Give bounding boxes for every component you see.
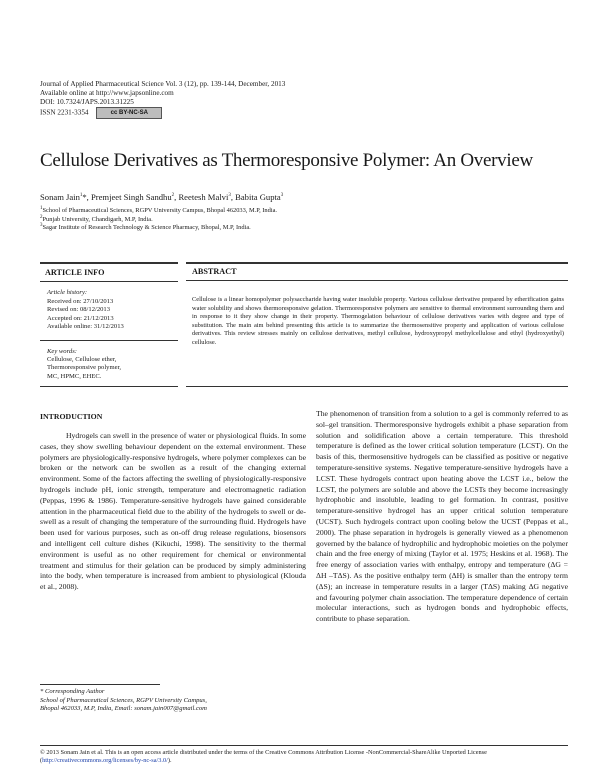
divider <box>186 280 568 281</box>
license-footer: © 2013 Sonam Jain et al. This is an open access article distributed under the terms of the Creative Commons Attribution License -NonCommercial-ShareAlike Unported License (http://creativecommons.org/licenses/by-nc-sa/3.0/). <box>40 749 487 765</box>
divider <box>40 281 178 282</box>
footer-divider <box>40 745 568 746</box>
received-date: Received on: 27/10/2013 <box>47 297 114 305</box>
journal-url[interactable]: Available online at http://www.japsonline.com <box>40 89 174 97</box>
divider <box>40 262 178 264</box>
keywords-line: Thermoresponsive polymer, <box>47 364 122 372</box>
keywords-line: Cellulose, Cellulose ether, <box>47 356 117 364</box>
article-info-heading: ARTICLE INFO <box>45 268 105 277</box>
keywords-label: Key words: <box>47 348 77 355</box>
author-name: Sonam Jain <box>40 192 80 202</box>
affiliation: $^1$School of Pharmaceutical Sciences, RGPV University Campus, Bhopal 462033, M.P, India. <box>40 205 278 214</box>
introduction-heading: INTRODUCTION <box>40 412 103 421</box>
divider <box>40 340 178 341</box>
divider <box>186 262 568 264</box>
journal-citation: Journal of Applied Pharmaceutical Science Vol. 3 (12), pp. 139-144, December, 2013 <box>40 80 286 88</box>
author-name: , Babita Gupta <box>230 192 281 202</box>
divider <box>40 386 178 387</box>
keywords <box>47 348 121 381</box>
online-date: Available online: 31/12/2013 <box>47 323 124 330</box>
license-link[interactable]: http://creativecommons.org/licenses/by-nc-sa/3.0/ <box>42 757 168 765</box>
article-history <box>47 289 124 332</box>
introduction-column-right: The phenomenon of transition from a solution to a gel is commonly referred to as sol–gel transition. Thermoresponsive hydrogels exhibit a phase separation from solution and solidification above a certain temperature. This threshold temperature is defined as the lower critical solution temperature (LCST). On the basis of this, thermosensitive hydrogels can be classified as positive or negative temperature-sensitive systems. Negative temperature-sensitive hydrogels have a LCST. These hydrogels contract upon heating above the LCST i.e., below the LCST, the polymers are soluble and above the LCSTs they become increasingly hydrophobic and insoluble, leading to gel formation. In contrast, positive temperature-sensitive hydrogel has an upper critical solution temperature (UCST). Such hydrogels contract upon cooling below the UCST (Peppas et al., 2000). The phase separation in hydrogels is generally viewed as a phenomenon governed by the balance of hydrophilic and hydrophobic moieties on the polymer chain and the free energy of mixing (Taylor et al. 1975; Heskins et al. 1968). The free energy of association varies with enthalpy, entropy and temperature (ΔG = ΔH –TΔS). As the positive enthalpy term (ΔH) is smaller than the entropy term (ΔS); an increase in temperature results in a larger (TΔS) making ΔG negative and favouring polymer chain association. The temperature dependence of certain molecular interactions, such as hydrogen bonds and hydrophobic effects, contribute to phase separation. <box>316 409 568 624</box>
revised-date: Revised on: 08/12/2013 <box>47 306 111 313</box>
affiliation: $^3$Sagar Institute of Research Technology & Science Pharmacy, Bhopal, M.P, India. <box>40 223 251 232</box>
footnote-divider <box>40 684 160 685</box>
journal-header <box>40 80 285 119</box>
abstract-heading: ABSTRACT <box>192 267 237 276</box>
affiliation: $^2$Punjab University, Chandigarh, M.P, India. <box>40 214 153 223</box>
author-name: Premjeet Singh Sandhu <box>90 192 172 202</box>
corresponding-author <box>40 688 207 714</box>
corresponding-email: Bhopal 462033, M.P, India, Email: sonam.jain007@gmail.com <box>40 705 207 712</box>
corresponding-address: School of Pharmaceutical Sciences, RGPV University Campus, <box>40 696 207 704</box>
divider <box>186 386 568 387</box>
keywords-line: MC, HPMC, EHEC. <box>47 372 102 380</box>
cc-license-icon[interactable]: cc BY-NC-SA <box>96 107 162 119</box>
corresponding-label: * Corresponding Author <box>40 688 105 695</box>
journal-issn-row <box>40 107 285 119</box>
journal-doi[interactable]: DOI: 10.7324/JAPS.2013.31225 <box>40 98 134 106</box>
journal-issn: ISSN 2231-3354 <box>40 108 89 117</box>
history-label: Article history: <box>47 289 88 296</box>
introduction-column-left: Hydrogels can swell in the presence of water or physiological fluids. In some cases, they show swelling behaviour dependent on the external environment. These polymers are physiologically-responsive hydrogels, where polymer complexes can be broken or the network can be swollen as a result of the changing external environment. Some of the factors affecting the swelling of physiologically-responsive hydrogels include pH, ionic strength, temperature and electromagnetic radiation (Peppas, 1996 & 1986). Temperature-sensitive hydrogels have gained considerable attention in the pharmaceutical field due to the ability of the hydrogels to swell or de-swell as a result of changing the temperature of the surrounding fluid. Hydrogels have been used for various purposes, such as on-off drug release regulations, biosensors and intelligent cell culture dishes (Kikuchi, 1998). The sensitivity to the thermal environment is useful as no other requirement for chemical or environmental treatment and stimulus for their gelation can be produced by simply administering into the body, when temperature is increased from ambient to physiological (Klouda et al., 2008). <box>40 431 306 592</box>
author-list: Sonam Jain$^1$*, Premjeet Singh Sandhu$^2$, Reetesh Malvi$^3$, Babita Gupta$^3$ <box>40 192 284 202</box>
accepted-date: Accepted on: 21/12/2013 <box>47 314 114 322</box>
affiliations <box>40 207 277 233</box>
author-name: , Reetesh Malvi <box>174 192 229 202</box>
license-text: © 2013 Sonam Jain et al. This is an open access article distributed under the terms of the Creative Commons Attribution License -NonCommercial-ShareAlike Unported License ( <box>40 749 487 765</box>
article-title: Cellulose Derivatives as Thermoresponsive Polymer: An Overview <box>40 150 533 171</box>
abstract-body: Cellulose is a linear homopolymer polysaccharide having water insoluble property. Various cellulose derivative prepared by etherification gains water solubility and shows thermoresponsive gelation. Thermoresponsive polymers are sensitive to thermal environment surrounding them and in response to it they show change in their property. Thermogelation behaviour of cellulose derivatives varies with degree and type of substitution. The main aim behind presenting this article is to summarize the thermosensitive property and application of various cellulose derivatives. This review stresses mainly on cellulose derivatives, methyl cellulose, hydroxypropyl methylcellulose and ethyl (hydroxyethyl) cellulose. <box>192 296 564 346</box>
